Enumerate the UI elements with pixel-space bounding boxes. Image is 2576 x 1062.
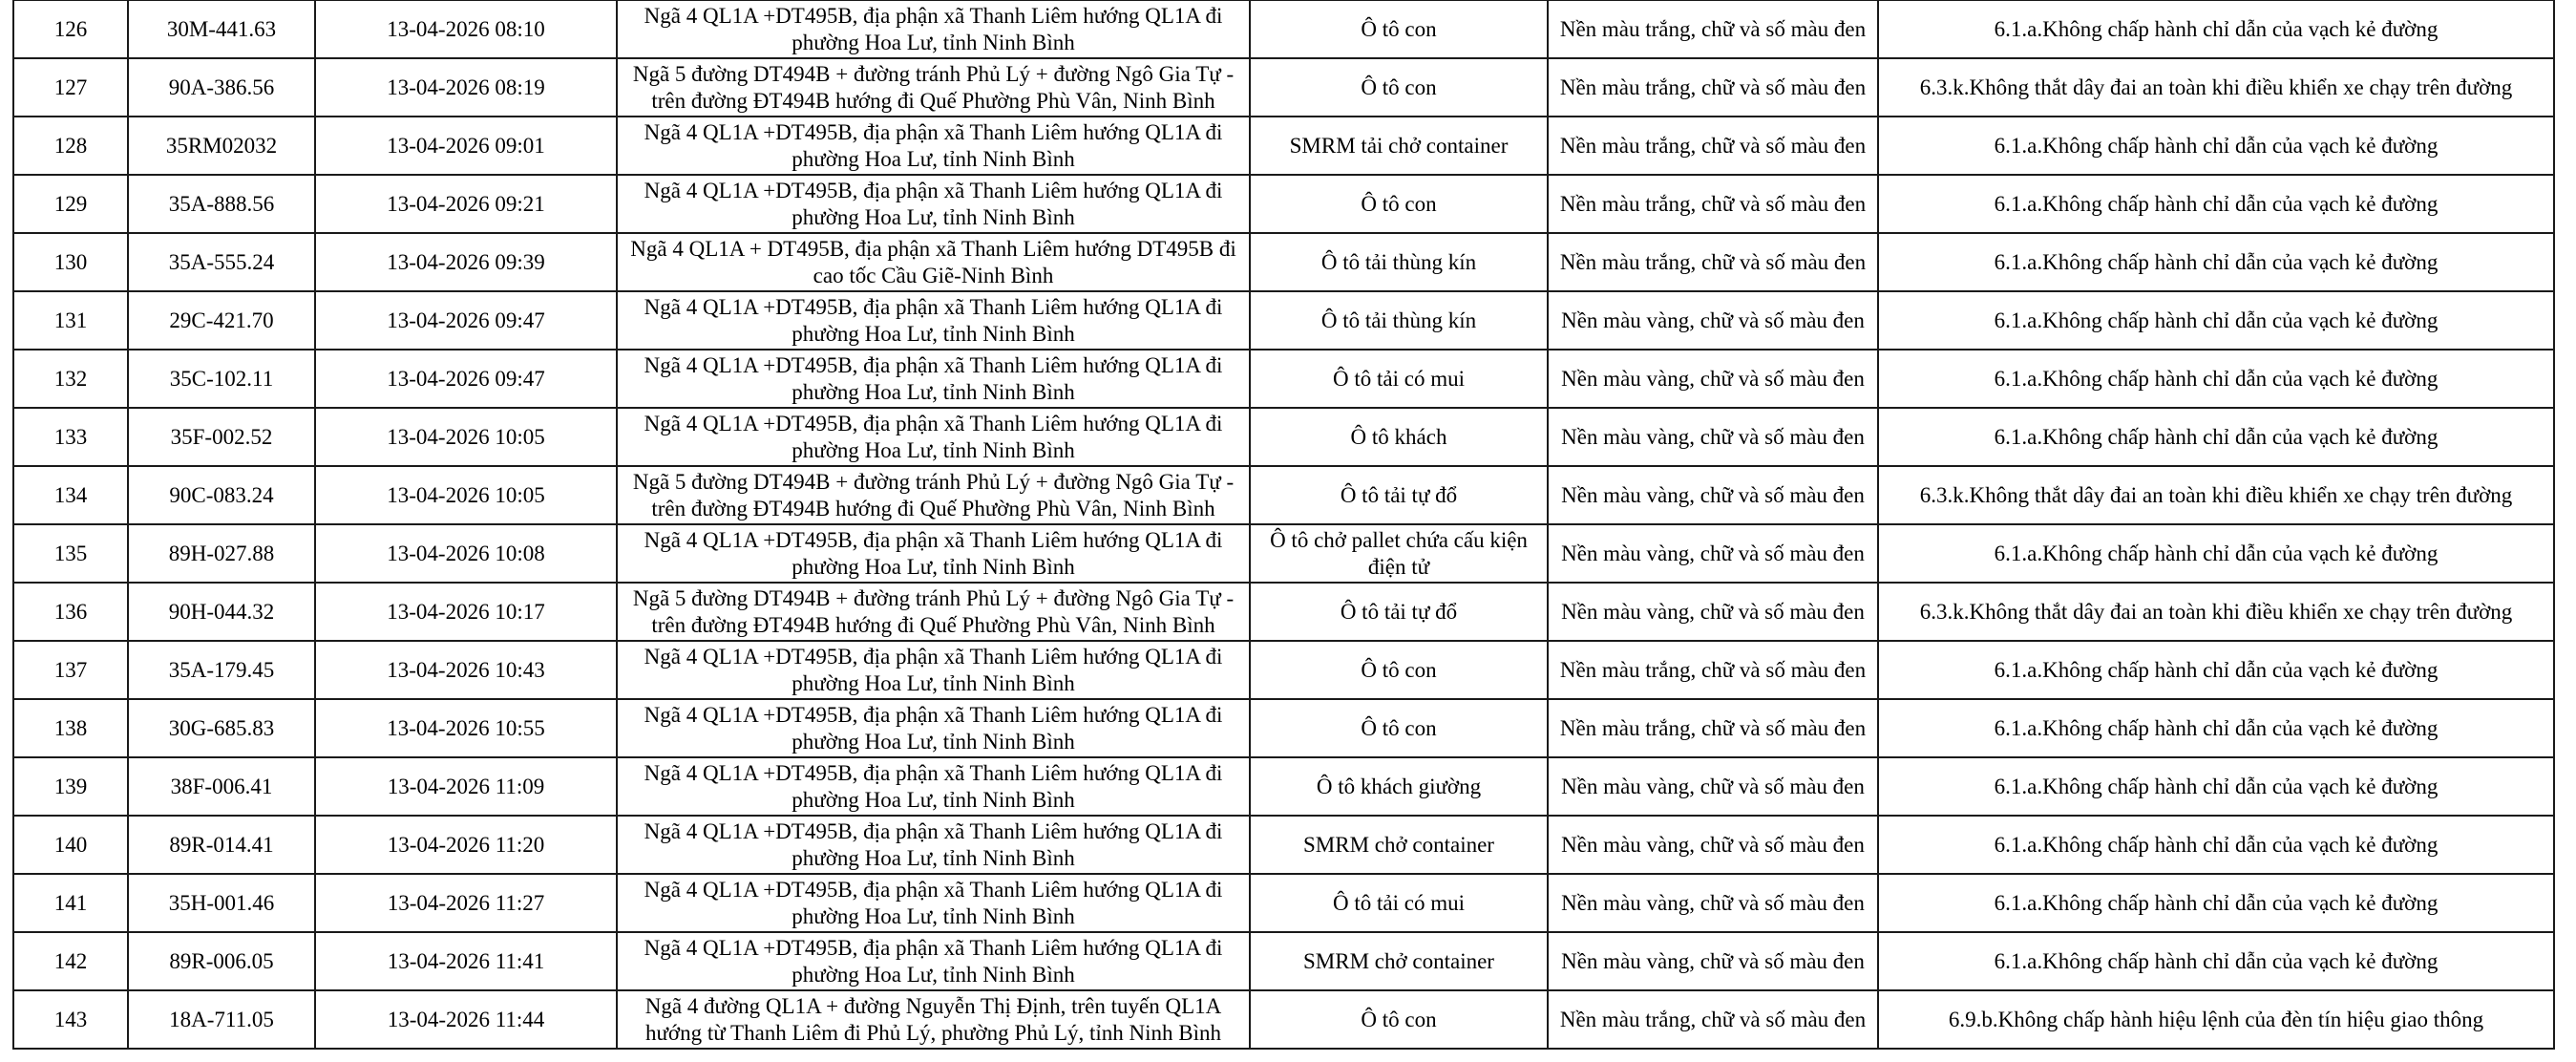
cell-vehicle: Ô tô khách [1250, 408, 1548, 466]
cell-stt: 126 [13, 0, 128, 58]
cell-stt: 128 [13, 117, 128, 175]
cell-vehicle: Ô tô tải tự đổ [1250, 583, 1548, 641]
cell-plate: 89H-027.88 [128, 524, 315, 583]
cell-stt: 135 [13, 524, 128, 583]
cell-violation: 6.1.a.Không chấp hành chỉ dẫn của vạch kẻ đường [1878, 757, 2554, 816]
table-row [13, 58, 2554, 117]
cell-plate: 90H-044.32 [128, 583, 315, 641]
cell-plate-color: Nền màu trắng, chữ và số màu đen [1548, 990, 1878, 1049]
violations-table [12, 0, 2555, 1050]
cell-time: 13-04-2026 10:43 [315, 641, 617, 699]
table-row [13, 757, 2554, 816]
cell-location: Ngã 4 QL1A +DT495B, địa phận xã Thanh Liêm hướng QL1A đi phường Hoa Lư, tỉnh Ninh Bình [617, 291, 1250, 350]
cell-stt: 140 [13, 816, 128, 874]
cell-plate: 35A-888.56 [128, 175, 315, 233]
cell-vehicle: Ô tô con [1250, 58, 1548, 117]
cell-time: 13-04-2026 11:27 [315, 874, 617, 932]
table-row [13, 990, 2554, 1049]
table-row [13, 350, 2554, 408]
cell-plate: 29C-421.70 [128, 291, 315, 350]
cell-stt: 133 [13, 408, 128, 466]
cell-violation: 6.1.a.Không chấp hành chỉ dẫn của vạch kẻ đường [1878, 874, 2554, 932]
cell-location: Ngã 4 QL1A +DT495B, địa phận xã Thanh Liêm hướng QL1A đi phường Hoa Lư, tỉnh Ninh Bình [617, 117, 1250, 175]
table-row [13, 117, 2554, 175]
cell-vehicle: Ô tô con [1250, 990, 1548, 1049]
cell-plate-color: Nền màu trắng, chữ và số màu đen [1548, 175, 1878, 233]
cell-location: Ngã 4 QL1A +DT495B, địa phận xã Thanh Liêm hướng QL1A đi phường Hoa Lư, tỉnh Ninh Bình [617, 0, 1250, 58]
cell-violation: 6.1.a.Không chấp hành chỉ dẫn của vạch kẻ đường [1878, 524, 2554, 583]
cell-vehicle: Ô tô tải thùng kín [1250, 233, 1548, 291]
cell-violation: 6.3.k.Không thắt dây đai an toàn khi điều khiển xe chạy trên đường [1878, 58, 2554, 117]
table-row [13, 175, 2554, 233]
cell-plate-color: Nền màu vàng, chữ và số màu đen [1548, 524, 1878, 583]
cell-plate-color: Nền màu vàng, chữ và số màu đen [1548, 350, 1878, 408]
cell-violation: 6.1.a.Không chấp hành chỉ dẫn của vạch kẻ đường [1878, 641, 2554, 699]
violations-table-body [13, 0, 2554, 1049]
cell-vehicle: Ô tô tải có mui [1250, 350, 1548, 408]
cell-plate: 90C-083.24 [128, 466, 315, 524]
cell-violation: 6.1.a.Không chấp hành chỉ dẫn của vạch kẻ đường [1878, 816, 2554, 874]
cell-plate-color: Nền màu trắng, chữ và số màu đen [1548, 117, 1878, 175]
cell-violation: 6.1.a.Không chấp hành chỉ dẫn của vạch kẻ đường [1878, 0, 2554, 58]
cell-stt: 141 [13, 874, 128, 932]
cell-vehicle: SMRM chở container [1250, 932, 1548, 990]
cell-time: 13-04-2026 10:05 [315, 466, 617, 524]
cell-location: Ngã 4 QL1A +DT495B, địa phận xã Thanh Liêm hướng QL1A đi phường Hoa Lư, tỉnh Ninh Bình [617, 175, 1250, 233]
cell-vehicle: SMRM tải chở container [1250, 117, 1548, 175]
table-row [13, 291, 2554, 350]
cell-violation: 6.1.a.Không chấp hành chỉ dẫn của vạch kẻ đường [1878, 699, 2554, 757]
cell-stt: 131 [13, 291, 128, 350]
cell-time: 13-04-2026 09:39 [315, 233, 617, 291]
cell-plate: 89R-014.41 [128, 816, 315, 874]
cell-plate: 89R-006.05 [128, 932, 315, 990]
cell-plate: 35RM02032 [128, 117, 315, 175]
cell-time: 13-04-2026 10:08 [315, 524, 617, 583]
cell-location: Ngã 5 đường DT494B + đường tránh Phủ Lý + đường Ngô Gia Tự - trên đường ĐT494B hướng đi Quế Phường Phù Vân, Ninh Bình [617, 466, 1250, 524]
cell-plate: 38F-006.41 [128, 757, 315, 816]
cell-vehicle: Ô tô tải thùng kín [1250, 291, 1548, 350]
cell-violation: 6.3.k.Không thắt dây đai an toàn khi điều khiển xe chạy trên đường [1878, 583, 2554, 641]
cell-plate: 30G-685.83 [128, 699, 315, 757]
cell-plate: 35A-555.24 [128, 233, 315, 291]
cell-violation: 6.1.a.Không chấp hành chỉ dẫn của vạch kẻ đường [1878, 291, 2554, 350]
cell-plate-color: Nền màu vàng, chữ và số màu đen [1548, 757, 1878, 816]
cell-time: 13-04-2026 09:47 [315, 291, 617, 350]
cell-location: Ngã 4 QL1A +DT495B, địa phận xã Thanh Liêm hướng QL1A đi phường Hoa Lư, tỉnh Ninh Bình [617, 408, 1250, 466]
cell-location: Ngã 4 QL1A +DT495B, địa phận xã Thanh Liêm hướng QL1A đi phường Hoa Lư, tỉnh Ninh Bình [617, 699, 1250, 757]
cell-plate: 90A-386.56 [128, 58, 315, 117]
cell-plate-color: Nền màu trắng, chữ và số màu đen [1548, 641, 1878, 699]
cell-plate-color: Nền màu vàng, chữ và số màu đen [1548, 583, 1878, 641]
cell-plate-color: Nền màu trắng, chữ và số màu đen [1548, 58, 1878, 117]
cell-location: Ngã 4 QL1A +DT495B, địa phận xã Thanh Liêm hướng QL1A đi phường Hoa Lư, tỉnh Ninh Bình [617, 757, 1250, 816]
cell-time: 13-04-2026 09:01 [315, 117, 617, 175]
table-row [13, 408, 2554, 466]
cell-stt: 137 [13, 641, 128, 699]
cell-location: Ngã 5 đường DT494B + đường tránh Phủ Lý + đường Ngô Gia Tự - trên đường ĐT494B hướng đi Quế Phường Phù Vân, Ninh Bình [617, 583, 1250, 641]
cell-plate: 18A-711.05 [128, 990, 315, 1049]
cell-plate-color: Nền màu trắng, chữ và số màu đen [1548, 0, 1878, 58]
cell-location: Ngã 5 đường DT494B + đường tránh Phủ Lý + đường Ngô Gia Tự - trên đường ĐT494B hướng đi Quế Phường Phù Vân, Ninh Bình [617, 58, 1250, 117]
cell-plate: 35H-001.46 [128, 874, 315, 932]
cell-violation: 6.9.b.Không chấp hành hiệu lệnh của đèn tín hiệu giao thông [1878, 990, 2554, 1049]
cell-time: 13-04-2026 11:20 [315, 816, 617, 874]
cell-time: 13-04-2026 10:05 [315, 408, 617, 466]
cell-location: Ngã 4 QL1A +DT495B, địa phận xã Thanh Liêm hướng QL1A đi phường Hoa Lư, tỉnh Ninh Bình [617, 524, 1250, 583]
table-row [13, 932, 2554, 990]
cell-time: 13-04-2026 10:17 [315, 583, 617, 641]
cell-vehicle: Ô tô con [1250, 699, 1548, 757]
cell-violation: 6.1.a.Không chấp hành chỉ dẫn của vạch kẻ đường [1878, 350, 2554, 408]
cell-stt: 132 [13, 350, 128, 408]
cell-stt: 143 [13, 990, 128, 1049]
cell-location: Ngã 4 QL1A +DT495B, địa phận xã Thanh Liêm hướng QL1A đi phường Hoa Lư, tỉnh Ninh Bình [617, 874, 1250, 932]
cell-violation: 6.1.a.Không chấp hành chỉ dẫn của vạch kẻ đường [1878, 408, 2554, 466]
cell-time: 13-04-2026 09:21 [315, 175, 617, 233]
cell-plate: 35C-102.11 [128, 350, 315, 408]
cell-location: Ngã 4 QL1A +DT495B, địa phận xã Thanh Liêm hướng QL1A đi phường Hoa Lư, tỉnh Ninh Bình [617, 350, 1250, 408]
cell-stt: 127 [13, 58, 128, 117]
cell-time: 13-04-2026 11:09 [315, 757, 617, 816]
cell-stt: 142 [13, 932, 128, 990]
cell-plate-color: Nền màu vàng, chữ và số màu đen [1548, 291, 1878, 350]
cell-location: Ngã 4 QL1A +DT495B, địa phận xã Thanh Liêm hướng QL1A đi phường Hoa Lư, tỉnh Ninh Bình [617, 641, 1250, 699]
table-row [13, 874, 2554, 932]
cell-vehicle: Ô tô con [1250, 0, 1548, 58]
cell-violation: 6.1.a.Không chấp hành chỉ dẫn của vạch kẻ đường [1878, 932, 2554, 990]
cell-stt: 129 [13, 175, 128, 233]
cell-stt: 136 [13, 583, 128, 641]
table-row [13, 466, 2554, 524]
cell-time: 13-04-2026 08:19 [315, 58, 617, 117]
cell-stt: 138 [13, 699, 128, 757]
cell-vehicle: SMRM chở container [1250, 816, 1548, 874]
cell-stt: 134 [13, 466, 128, 524]
cell-violation: 6.1.a.Không chấp hành chỉ dẫn của vạch kẻ đường [1878, 117, 2554, 175]
cell-location: Ngã 4 QL1A +DT495B, địa phận xã Thanh Liêm hướng QL1A đi phường Hoa Lư, tỉnh Ninh Bình [617, 816, 1250, 874]
cell-location: Ngã 4 QL1A +DT495B, địa phận xã Thanh Liêm hướng QL1A đi phường Hoa Lư, tỉnh Ninh Bình [617, 932, 1250, 990]
table-row [13, 816, 2554, 874]
cell-violation: 6.1.a.Không chấp hành chỉ dẫn của vạch kẻ đường [1878, 175, 2554, 233]
cell-location: Ngã 4 đường QL1A + đường Nguyễn Thị Định, trên tuyến QL1A hướng từ Thanh Liêm đi Phủ Lý, phường Phủ Lý, tỉnh Ninh Bình [617, 990, 1250, 1049]
cell-plate-color: Nền màu trắng, chữ và số màu đen [1548, 699, 1878, 757]
table-row [13, 0, 2554, 58]
cell-plate-color: Nền màu vàng, chữ và số màu đen [1548, 466, 1878, 524]
cell-vehicle: Ô tô tải có mui [1250, 874, 1548, 932]
cell-violation: 6.3.k.Không thắt dây đai an toàn khi điều khiển xe chạy trên đường [1878, 466, 2554, 524]
cell-plate-color: Nền màu vàng, chữ và số màu đen [1548, 408, 1878, 466]
cell-vehicle: Ô tô con [1250, 175, 1548, 233]
cell-vehicle: Ô tô chở pallet chứa cấu kiện điện tử [1250, 524, 1548, 583]
cell-plate-color: Nền màu trắng, chữ và số màu đen [1548, 233, 1878, 291]
cell-time: 13-04-2026 09:47 [315, 350, 617, 408]
cell-plate: 35F-002.52 [128, 408, 315, 466]
cell-vehicle: Ô tô con [1250, 641, 1548, 699]
cell-vehicle: Ô tô khách giường [1250, 757, 1548, 816]
cell-stt: 139 [13, 757, 128, 816]
cell-plate-color: Nền màu vàng, chữ và số màu đen [1548, 874, 1878, 932]
cell-time: 13-04-2026 11:41 [315, 932, 617, 990]
table-row [13, 583, 2554, 641]
cell-time: 13-04-2026 11:44 [315, 990, 617, 1049]
cell-violation: 6.1.a.Không chấp hành chỉ dẫn của vạch kẻ đường [1878, 233, 2554, 291]
cell-plate-color: Nền màu vàng, chữ và số màu đen [1548, 816, 1878, 874]
table-row [13, 641, 2554, 699]
table-row [13, 524, 2554, 583]
cell-plate: 30M-441.63 [128, 0, 315, 58]
cell-time: 13-04-2026 10:55 [315, 699, 617, 757]
table-row [13, 699, 2554, 757]
cell-time: 13-04-2026 08:10 [315, 0, 617, 58]
cell-plate-color: Nền màu vàng, chữ và số màu đen [1548, 932, 1878, 990]
cell-vehicle: Ô tô tải tự đổ [1250, 466, 1548, 524]
table-row [13, 233, 2554, 291]
cell-plate: 35A-179.45 [128, 641, 315, 699]
cell-location: Ngã 4 QL1A + DT495B, địa phận xã Thanh Liêm hướng DT495B đi cao tốc Cầu Giẽ-Ninh Bình [617, 233, 1250, 291]
cell-stt: 130 [13, 233, 128, 291]
